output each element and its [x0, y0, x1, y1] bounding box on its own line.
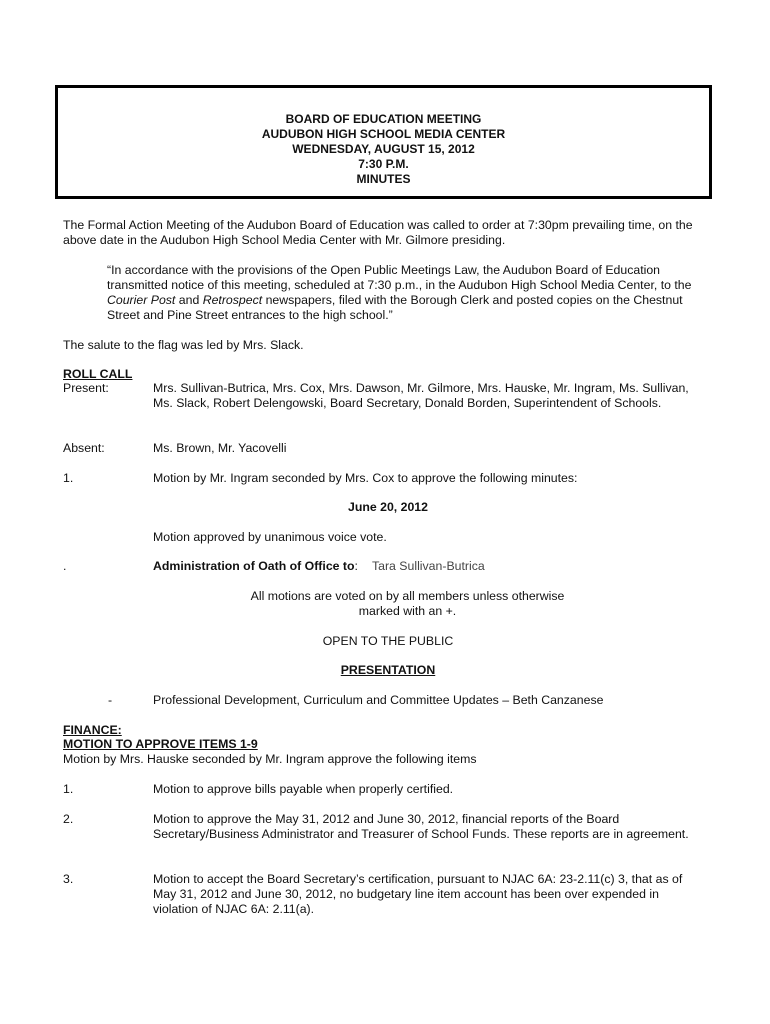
oath-colon: : — [354, 559, 358, 573]
header-box — [55, 85, 712, 199]
finance-item-text: Motion to accept the Board Secretary’s certification, pursuant to NJAC 6A: 23-2.11(c) 3, that as of May 31, 2012 and June 30, 2012, no budgetary line item account has been over expended in violation of NJAC 6A: 2.11(a). — [153, 872, 683, 916]
oath-name: Tara Sullivan-Butrica — [371, 559, 485, 573]
public-meetings-quote — [107, 263, 697, 323]
oath-line — [153, 559, 698, 574]
finance-subheading: MOTION TO APPROVE ITEMS 1-9 — [63, 737, 258, 751]
votes-note-line1: All motions are voted on by all members unless otherwise — [250, 589, 565, 603]
finance-motion: Motion by Mrs. Hauske seconded by Mr. Ingram approve the following items — [63, 752, 477, 766]
present-list: Mrs. Sullivan-Butrica, Mrs. Cox, Mrs. Dawson, Mr. Gilmore, Mrs. Hauske, Mr. Ingram, Ms. Sullivan, Ms. Slack, Robert Delengowski, Board Secretary, Donald Borden, Superintendent of Schools. — [153, 381, 689, 410]
finance-item-number: 1. — [63, 782, 74, 796]
presentation-heading: PRESENTATION — [340, 663, 436, 677]
quote-retrospect: Retrospect — [202, 293, 263, 307]
minutes-date: June 20, 2012 — [348, 500, 428, 514]
meeting-location: AUDUBON HIGH SCHOOL MEDIA CENTER — [261, 127, 506, 141]
finance-heading: FINANCE: — [63, 723, 122, 737]
presentation-dash: - — [108, 693, 113, 707]
presentation-text: Professional Development, Curriculum and Committee Updates – Beth Canzanese — [153, 693, 604, 707]
absent-list: Ms. Brown, Mr. Yacovelli — [153, 441, 287, 455]
votes-note-line2: marked with an +. — [358, 604, 457, 618]
finance-item-number: 2. — [63, 812, 74, 826]
finance-item-text: Motion to approve the May 31, 2012 and June 30, 2012, financial reports of the Board Secretary/Business Administrator and Treasurer of School Funds. These reports are in agreement. — [153, 812, 689, 841]
finance-item-number: 3. — [63, 872, 74, 886]
minutes-approved: Motion approved by unanimous voice vote. — [153, 530, 387, 544]
oath-number: . — [63, 559, 67, 573]
meeting-date: WEDNESDAY, AUGUST 15, 2012 — [292, 142, 475, 156]
absent-label: Absent: — [63, 441, 105, 455]
finance-item-text: Motion to approve bills payable when properly certified. — [153, 782, 454, 796]
quote-part1: “In accordance with the provisions of the Open Public Meetings Law, the Audubon Board of Education transmitted notice of this meeting, scheduled at 7:30 p.m., in the Audubon High School Media Center, to the — [107, 263, 692, 292]
meeting-title: BOARD OF EDUCATION MEETING — [285, 112, 482, 126]
present-label: Present: — [63, 381, 109, 395]
minutes-motion-text: Motion by Mr. Ingram seconded by Mrs. Cox to approve the following minutes: — [153, 471, 578, 485]
intro-paragraph: The Formal Action Meeting of the Audubon Board of Education was called to order at 7:30pm prevailing time, on the above date in the Audubon High School Media Center with Mr. Gilmore presiding. — [63, 218, 693, 247]
oath-label: Administration of Oath of Office to — [153, 559, 355, 573]
quote-courier: Courier Post — [107, 293, 176, 307]
open-to-public: OPEN TO THE PUBLIC — [322, 634, 454, 648]
votes-note — [240, 589, 575, 619]
meeting-time: 7:30 P.M. — [358, 157, 409, 171]
salute-text: The salute to the flag was led by Mrs. Slack. — [63, 338, 304, 352]
minutes-motion-number: 1. — [63, 471, 74, 485]
document-type: MINUTES — [356, 172, 411, 186]
roll-call-heading: ROLL CALL — [63, 367, 133, 381]
quote-part2: newspapers, filed with the Borough Clerk and posted copies on the Chestnut Street and Pine Street entrances to the high school.” — [107, 293, 683, 322]
quote-and: and — [175, 293, 203, 307]
